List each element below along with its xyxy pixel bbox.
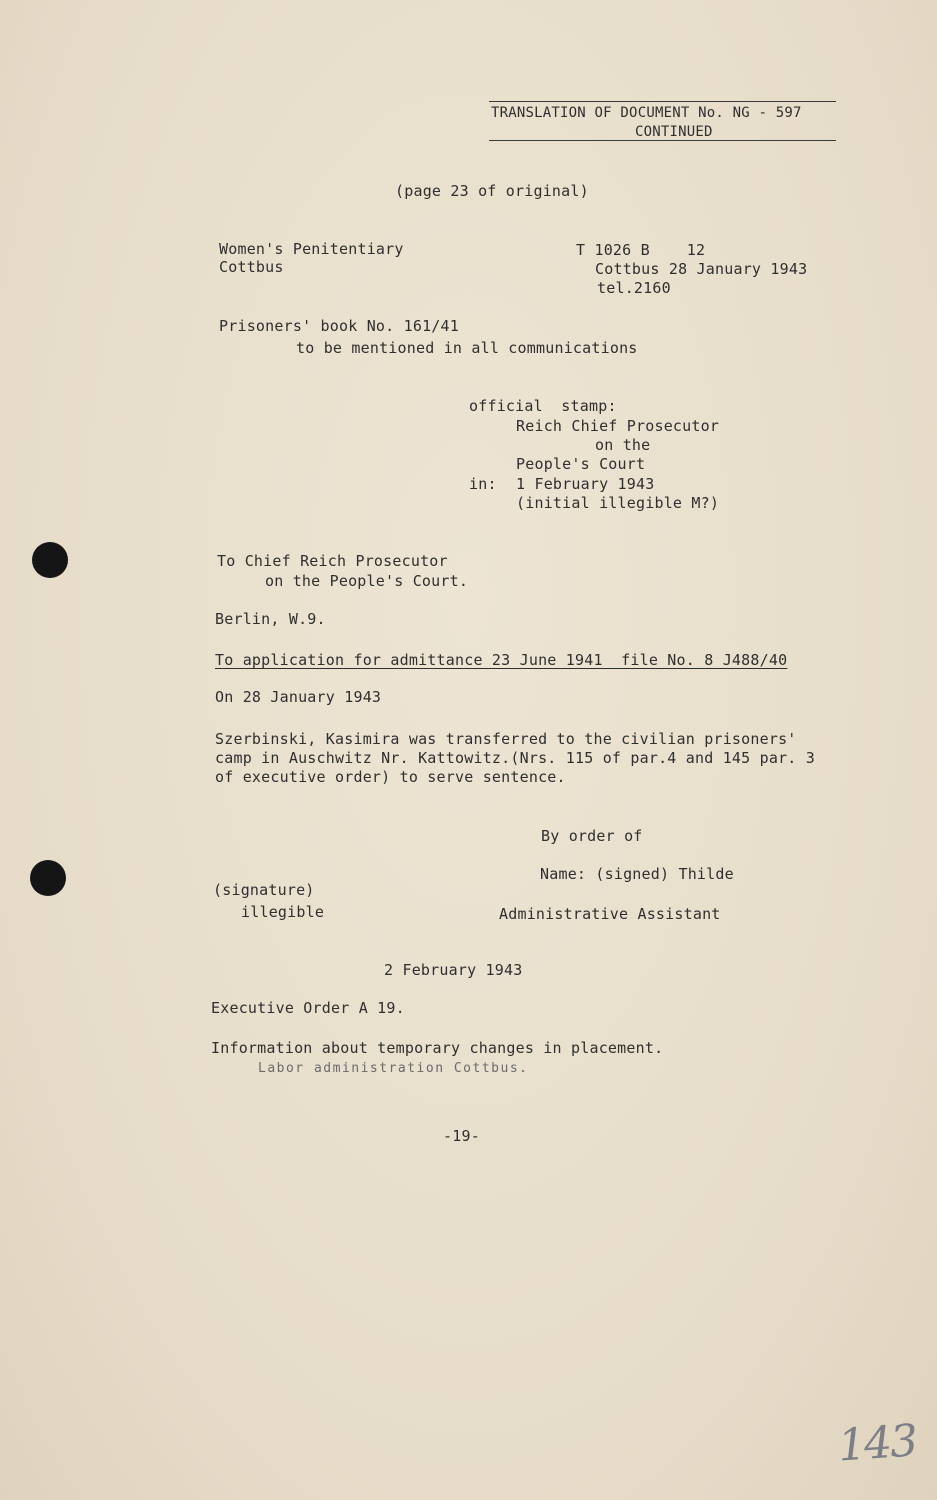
reference-line-1: T 1026 B 12: [576, 241, 706, 259]
reference-line-2: Cottbus 28 January 1943: [595, 260, 808, 278]
stamp-line-3: People's Court: [516, 455, 646, 473]
recipient-city: Berlin, W.9.: [215, 610, 326, 628]
page-number: -19-: [443, 1127, 480, 1145]
recipient-line-2: on the People's Court.: [265, 572, 469, 590]
handwritten-page-number: 143: [836, 1415, 918, 1472]
stamp-date: 1 February 1943: [516, 475, 655, 493]
by-order-of: By order of: [541, 827, 643, 845]
date-line: On 28 January 1943: [215, 688, 382, 706]
header-bottom-rule: [489, 140, 836, 141]
signer-name: Name: (signed) Thilde: [540, 865, 734, 883]
recipient-line-1: To Chief Reich Prosecutor: [217, 552, 448, 570]
reference-line-3: tel.2160: [597, 279, 671, 297]
page-reference: (page 23 of original): [395, 182, 589, 200]
prisoner-book-number: Prisoners' book No. 161/41: [219, 317, 459, 335]
signer-title: Administrative Assistant: [499, 905, 721, 923]
prisoner-book-note: to be mentioned in all communications: [296, 339, 638, 357]
sender-line-1: Women's Penitentiary: [219, 240, 404, 258]
body-line-1: Szerbinski, Kasimira was transferred to the civilian prisoners': [215, 730, 797, 748]
body-line-2: camp in Auschwitz Nr. Kattowitz.(Nrs. 115 of par.4 and 145 par. 3: [215, 749, 815, 767]
faint-stamp-line: Labor administration Cottbus.: [258, 1061, 529, 1076]
body-line-3: of executive order) to serve sentence.: [215, 768, 566, 786]
stamp-line-1: Reich Chief Prosecutor: [516, 417, 720, 435]
placement-info: Information about temporary changes in placement.: [211, 1039, 664, 1057]
signature-illegible: illegible: [241, 903, 325, 921]
stamp-note: (initial illegible M?): [516, 494, 720, 512]
stamp-label: official stamp:: [469, 397, 617, 415]
stamp-in-label: in:: [469, 475, 497, 493]
stamp-line-2: on the: [595, 436, 651, 454]
document-subtitle: CONTINUED: [635, 124, 713, 140]
footer-date: 2 February 1943: [384, 961, 523, 979]
document-title: TRANSLATION OF DOCUMENT No. NG - 597: [491, 105, 802, 121]
subject-line: To application for admittance 23 June 1941 file No. 8 J488/40: [215, 651, 788, 669]
sender-line-2: Cottbus: [219, 258, 284, 276]
signature-label: (signature): [213, 881, 315, 899]
executive-order: Executive Order A 19.: [211, 999, 405, 1017]
punch-hole-bottom: [30, 860, 66, 896]
punch-hole-top: [32, 542, 68, 578]
header-top-rule: [489, 101, 836, 102]
